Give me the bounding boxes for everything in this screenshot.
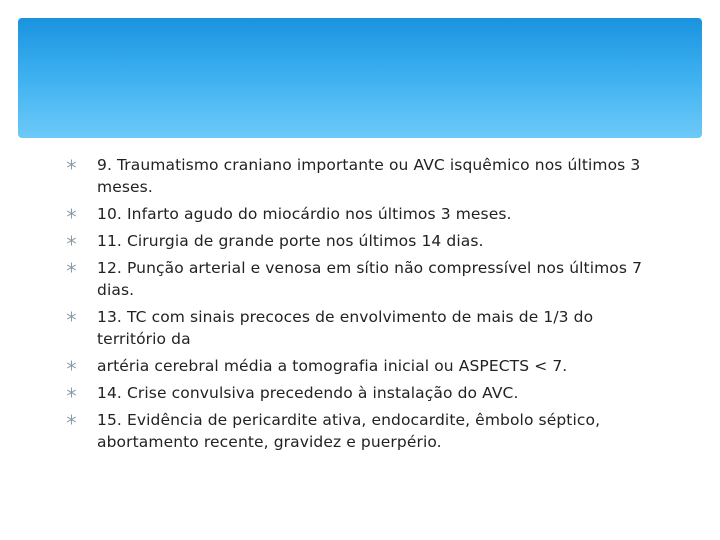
- title-banner: [18, 18, 702, 138]
- list-item-text: 11. Cirurgia de grande porte nos últimos 14 dias.: [97, 232, 484, 250]
- list-item: [66, 306, 666, 350]
- list-item: [66, 355, 666, 377]
- asterisk-bullet-icon: [66, 262, 77, 273]
- list-item: [66, 203, 666, 225]
- asterisk-bullet-icon: [66, 414, 77, 425]
- asterisk-bullet-icon: [66, 311, 77, 322]
- list-item-text: 10. Infarto agudo do miocárdio nos últimos 3 meses.: [97, 205, 512, 223]
- list-item-text: 12. Punção arterial e venosa em sítio não compressível nos últimos 7 dias.: [97, 259, 643, 299]
- asterisk-bullet-icon: [66, 360, 77, 371]
- asterisk-bullet-icon: [66, 387, 77, 398]
- list-item-text: 9. Traumatismo craniano importante ou AVC isquêmico nos últimos 3 meses.: [97, 156, 641, 196]
- list-item: [66, 257, 666, 301]
- asterisk-bullet-icon: [66, 235, 77, 246]
- list-item-text: artéria cerebral média a tomografia inicial ou ASPECTS < 7.: [97, 357, 568, 375]
- bullet-list: [66, 154, 666, 458]
- list-item-text: 13. TC com sinais precoces de envolvimento de mais de 1/3 do território da: [97, 308, 594, 348]
- asterisk-bullet-icon: [66, 208, 77, 219]
- list-item: [66, 382, 666, 404]
- list-item: [66, 154, 666, 198]
- asterisk-bullet-icon: [66, 159, 77, 170]
- list-item: [66, 409, 666, 453]
- list-item: [66, 230, 666, 252]
- list-item-text: 15. Evidência de pericardite ativa, endocardite, êmbolo séptico, abortamento recente, gravidez e puerpério.: [97, 411, 601, 451]
- list-item-text: 14. Crise convulsiva precedendo à instalação do AVC.: [97, 384, 519, 402]
